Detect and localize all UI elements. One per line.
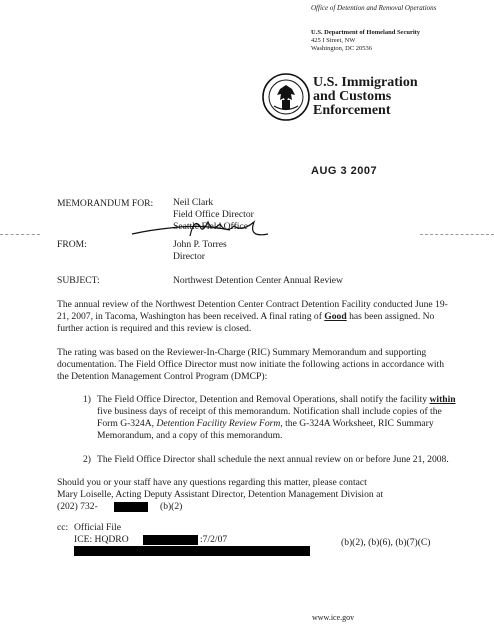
exemption-code: (b)(2) [160,501,183,512]
paragraph-review [57,299,457,335]
cc-label: cc: [57,522,69,533]
emphasis-within: within [429,394,456,405]
redaction-block [114,502,148,512]
paragraph-review-text: The annual review of the Northwest Detention Center Contract Detention Facility conducted June 19-21, 2007, in Tacoma, Washington has been received. A final rating of [57,299,448,322]
contact-phone: (202) 732- [57,501,98,512]
memo-from-block [173,239,227,263]
list-item-text: The Field Office Director shall schedule the next annual review on or before June 21, 2008. [97,454,449,465]
rating-value: Good [324,311,347,322]
signature [130,212,280,242]
contact-line-2: Mary Loiselle, Acting Deputy Assistant Director, Detention Management Division at [57,489,384,500]
item-text-part: The Field Office Director, Detention and Removal Operations, shall notify the facility [97,394,430,405]
cc-official-file: Official File [74,522,121,533]
memo-for-label: MEMORANDUM FOR: [57,198,154,209]
item-text-part: , the G-324A Worksheet, RIC Summary Memorandum, and a copy of this memorandum. [97,418,434,441]
action-list [57,394,457,466]
redaction-block [143,535,198,545]
memo-subject: Northwest Detention Center Annual Review [173,275,343,286]
list-item-text [97,394,457,442]
department-address [311,29,420,53]
paragraph-review-text-end: has been assigned. No further action is required and this review is closed. [57,311,435,334]
list-item-number: 2) [83,454,91,465]
contact-line-1: Should you or your staff have any questions regarding this matter, please contact [57,477,367,488]
recipient-name: Neil Clark [173,197,214,208]
memo-from-label: FROM: [57,239,87,250]
fold-mark-right [420,234,494,235]
agency-line-1: U.S. Immigration [313,75,418,90]
footer-url: www.ice.gov [312,613,355,622]
agency-line-3: Enforcement [313,103,391,118]
department-name: U.S. Department of Homeland Security [311,29,421,36]
dhs-seal-icon [262,73,310,121]
agency-name [313,76,418,118]
list-item [57,394,457,442]
address-line-1: 425 I Street, NW [311,37,356,44]
office-name: Office of Detention and Removal Operations [311,4,437,12]
recipient-title: Field Office Director [173,209,254,220]
paragraph-contact [57,477,457,513]
address-line-2: Washington, DC 20536 [311,45,373,52]
cc-ice: ICE: HQDRO [74,534,129,545]
list-item-number: 1) [83,394,91,405]
redaction-block [74,546,310,556]
sender-title: Director [173,251,205,262]
list-item [57,454,457,466]
exemption-codes: (b)(2), (b)(6), (b)(7)(C) [341,537,431,548]
recipient-office: Seattle Field Office [173,221,248,232]
date-stamp: AUG 3 2007 [311,165,378,177]
item-text-part: five business days of receipt of this memorandum. Notification shall include copies of the Form G-324A, [97,406,442,429]
fold-mark-left [0,234,40,235]
cc-date: :7/2/07 [200,534,228,545]
form-title: Detention Facility Review Form [156,418,281,429]
agency-line-2: and Customs [313,89,392,104]
contact-line-3 [57,501,457,513]
paragraph-rating-basis: The rating was based on the Reviewer-In-Charge (RIC) Summary Memorandum and supporting documentation. The Field Office Director must now initiate the following actions in accordance with the Detention Management Control Program (DMCP): [57,347,445,382]
memo-subject-label: SUBJECT: [57,275,100,286]
sender-name: John P. Torres [173,239,227,250]
